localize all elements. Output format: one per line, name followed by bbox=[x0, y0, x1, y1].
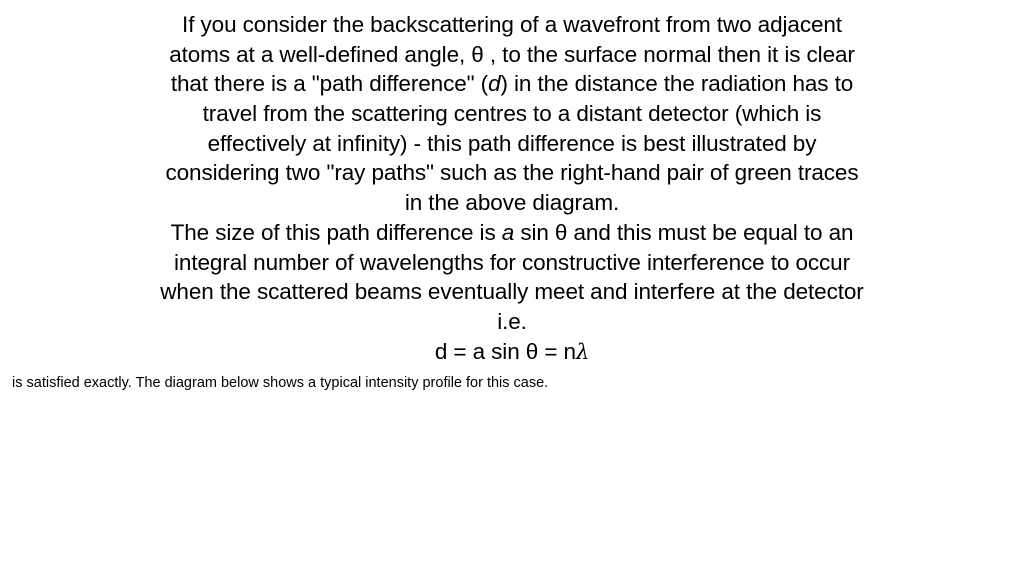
lambda-symbol: λ bbox=[575, 339, 590, 364]
paragraph-one-line-2-part-b: , to the surface normal then it is clear bbox=[483, 41, 855, 67]
paragraph-one-line-5: effectively at infinity) - this path difference is best illustrated by bbox=[207, 130, 817, 156]
paragraph-one-line-3-part-a: that there is a "path difference" ( bbox=[170, 71, 489, 97]
equation-text: d = a sin θ = n bbox=[434, 338, 576, 364]
paragraph-two-line-2: integral number of wavelengths for constructive interference to occur bbox=[174, 249, 850, 275]
paragraph-two-line-3: when the scattered beams eventually meet and interfere at the detector bbox=[160, 279, 864, 305]
body-text-block bbox=[24, 10, 1000, 366]
paragraph-two bbox=[24, 218, 1000, 337]
paragraph-one-line-6: considering two "ray paths" such as the right-hand pair of green traces bbox=[165, 160, 859, 186]
bragg-equation bbox=[24, 337, 1000, 367]
theta-symbol: θ bbox=[471, 41, 484, 67]
paragraph-two-line-1-part-a: The size of this path difference is bbox=[170, 219, 502, 245]
paragraph-one-line-7: in the above diagram. bbox=[404, 190, 620, 216]
paragraph-one-line-2-part-a: atoms at a well-defined angle, bbox=[169, 41, 472, 67]
paragraph-one bbox=[24, 10, 1000, 218]
paragraph-one-line-3-part-b: ) in the distance the radiation has to bbox=[500, 71, 854, 97]
paragraph-two-line-4: i.e. bbox=[497, 308, 527, 334]
paragraph-one-line-4: travel from the scattering centres to a distant detector (which is bbox=[202, 101, 822, 127]
variable-d: d bbox=[488, 71, 501, 97]
footnote-text: is satisfied exactly. The diagram below shows a typical intensity profile for this case. bbox=[12, 375, 549, 392]
variable-a: a bbox=[501, 219, 515, 245]
paragraph-two-line-1-part-b: sin θ and this must be equal to an bbox=[514, 219, 854, 245]
paragraph-one-line-1: If you consider the backscattering of a wavefront from two adjacent bbox=[182, 12, 842, 37]
